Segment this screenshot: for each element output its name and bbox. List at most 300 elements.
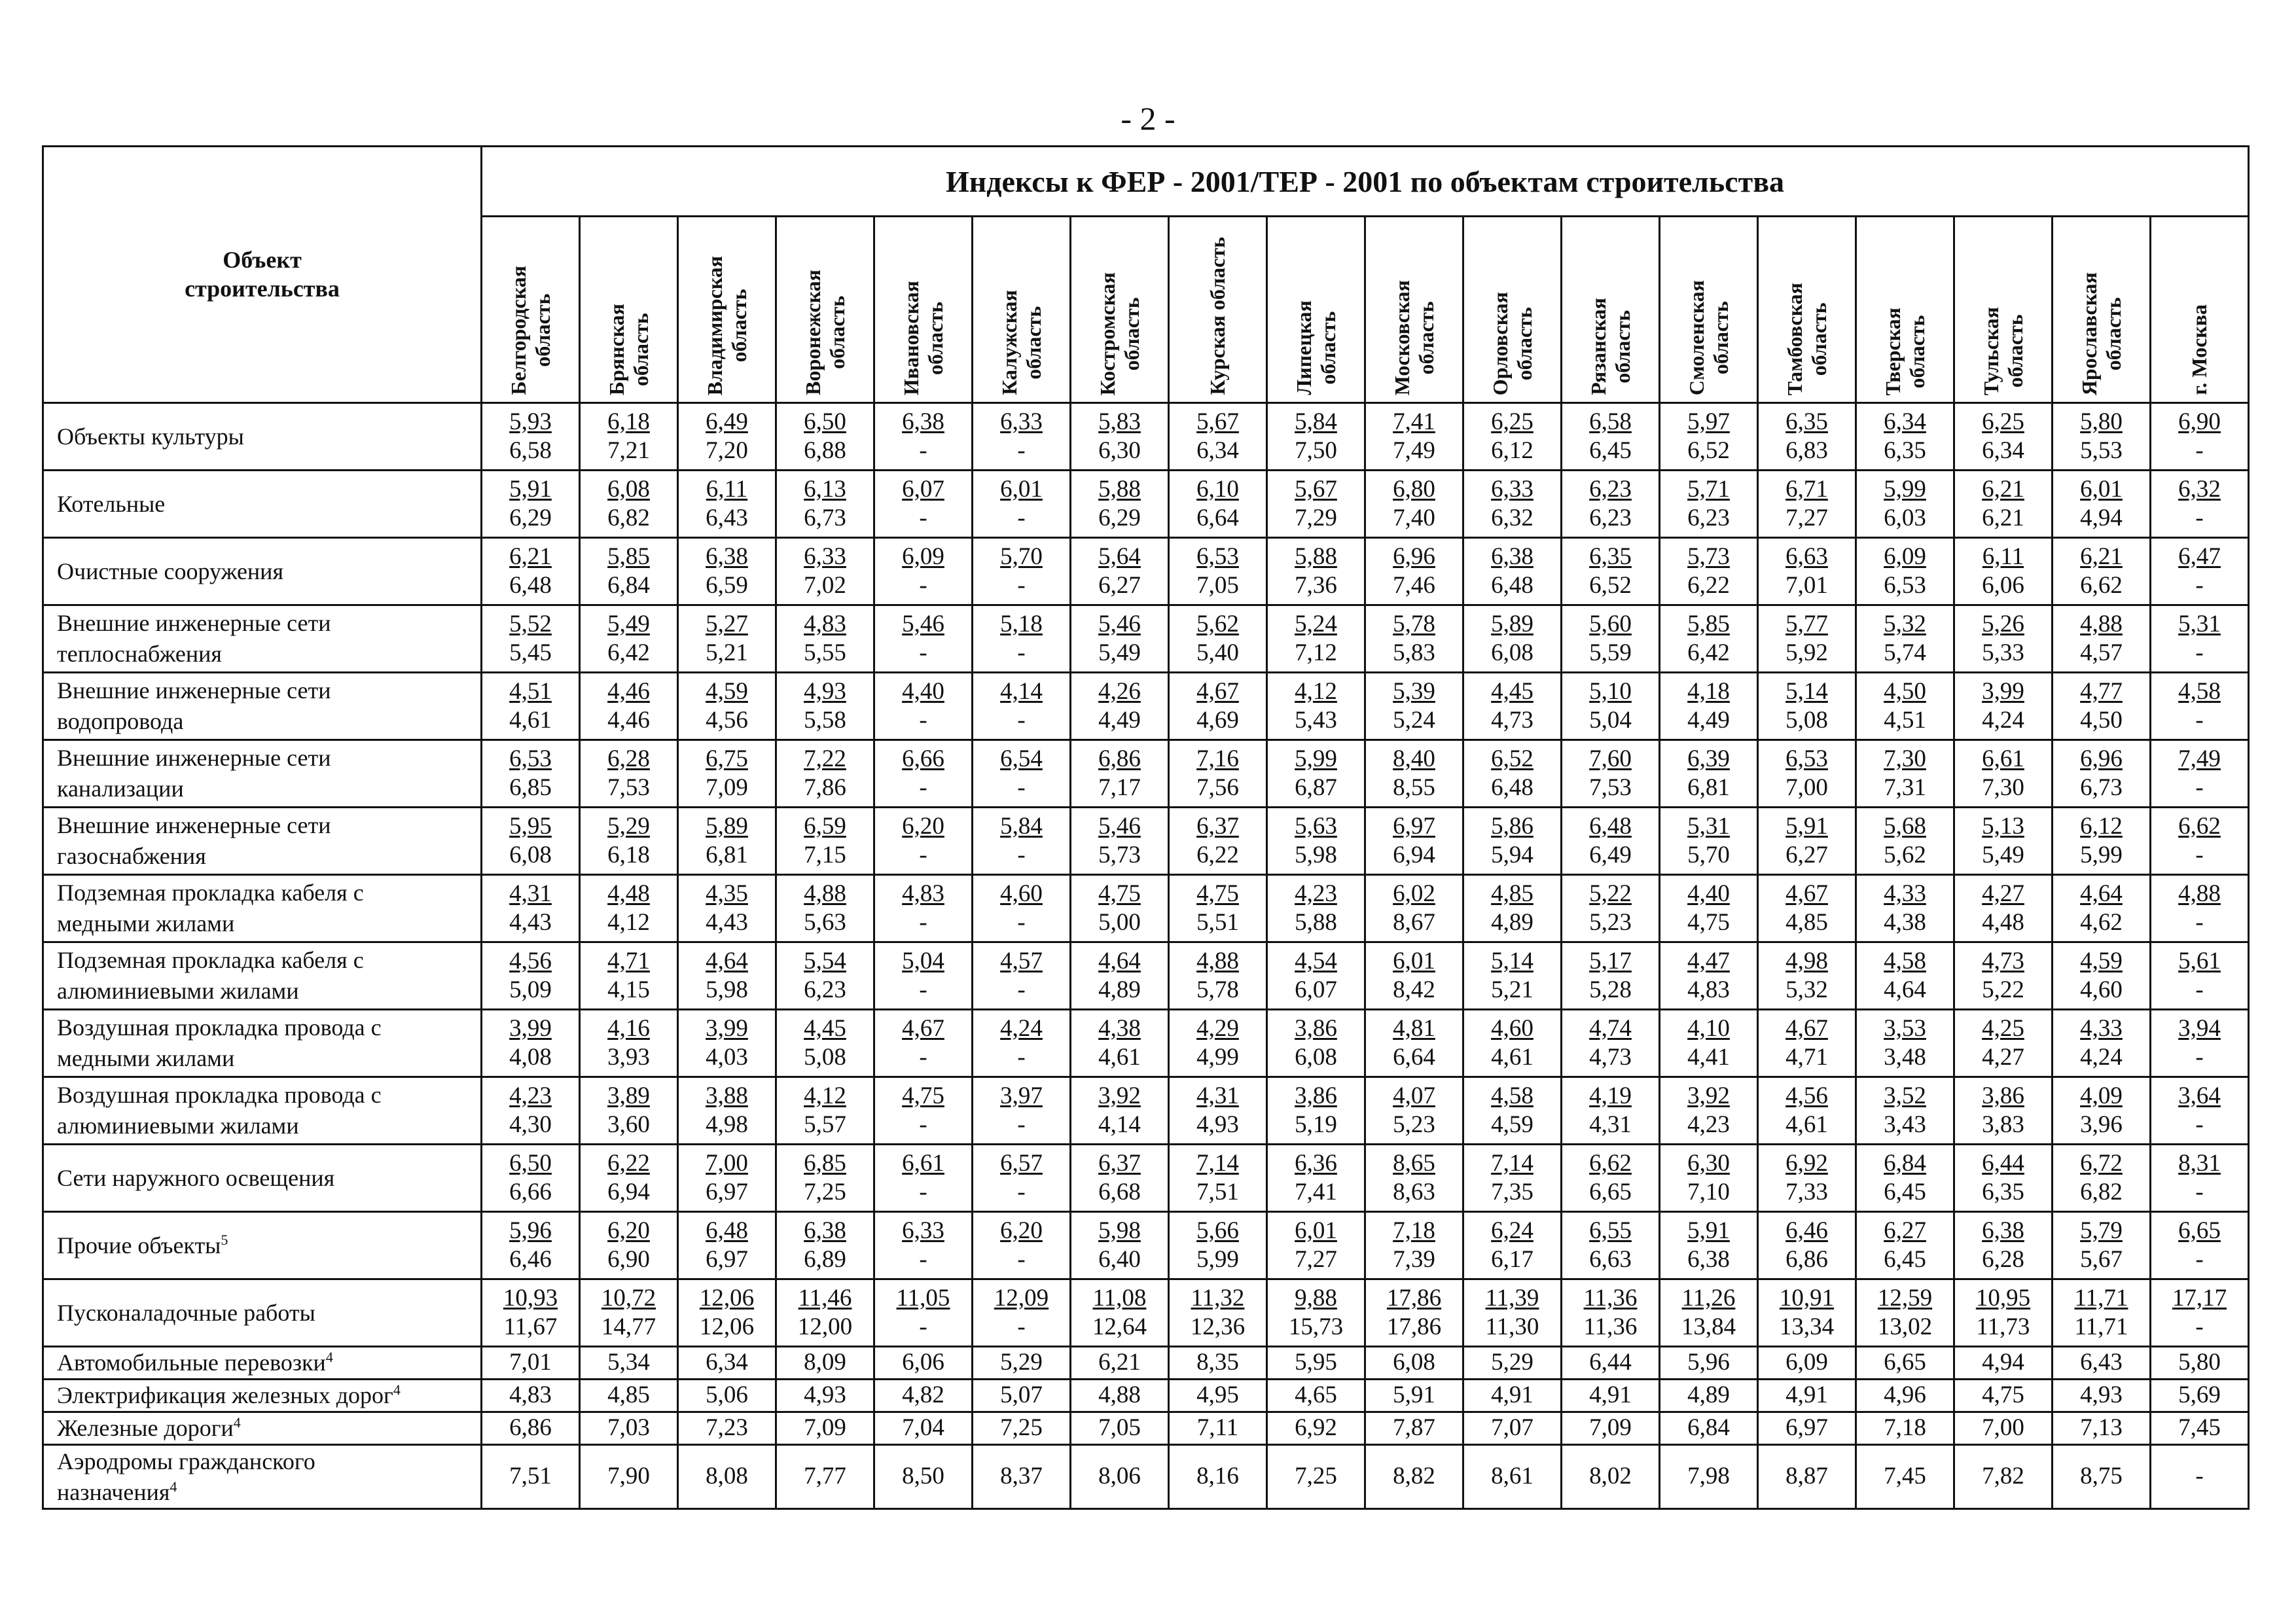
fer-value: 6,20 bbox=[902, 812, 944, 840]
index-cell bbox=[678, 538, 776, 605]
fer-value: 5,31 bbox=[1687, 812, 1730, 840]
fer-value: 5,88 bbox=[1295, 543, 1337, 570]
ter-value: 7,53 bbox=[607, 774, 650, 801]
fer-value: 11,08 bbox=[1092, 1284, 1147, 1311]
fer-value: 4,98 bbox=[1785, 947, 1828, 974]
index-cell bbox=[1856, 605, 1954, 673]
index-cell bbox=[1169, 1212, 1267, 1279]
fer-value: 6,48 bbox=[706, 1217, 748, 1244]
fer-value: 6,37 bbox=[1196, 812, 1239, 840]
index-cell bbox=[1267, 1077, 1365, 1145]
index-cell: 5,80 bbox=[2151, 1347, 2249, 1380]
ter-value: 4,61 bbox=[1098, 1044, 1141, 1071]
index-cell bbox=[1267, 605, 1365, 673]
ter-value: 6,43 bbox=[706, 505, 748, 531]
fer-value: 7,41 bbox=[1393, 408, 1435, 435]
index-cell bbox=[1758, 875, 1856, 942]
ter-value: 7,33 bbox=[1785, 1179, 1828, 1205]
index-cell bbox=[482, 875, 580, 942]
index-cell bbox=[776, 1145, 874, 1212]
index-cell bbox=[580, 740, 678, 808]
fer-value: 6,20 bbox=[1000, 1217, 1043, 1244]
fer-value: 3,86 bbox=[1295, 1014, 1337, 1042]
index-cell: 8,35 bbox=[1169, 1347, 1267, 1380]
fer-value: 4,50 bbox=[1884, 677, 1926, 705]
index-cell bbox=[776, 605, 874, 673]
index-cell bbox=[1660, 471, 1758, 538]
ter-value: 6,22 bbox=[1687, 572, 1730, 599]
ter-value: 6,48 bbox=[1491, 774, 1534, 801]
table-row bbox=[43, 942, 2249, 1010]
ter-value: 6,85 bbox=[509, 774, 552, 801]
ter-value: 5,40 bbox=[1196, 639, 1239, 666]
ter-value: 7,20 bbox=[706, 437, 748, 464]
ter-value: - bbox=[2195, 1044, 2204, 1071]
ter-value: 5,49 bbox=[1098, 639, 1141, 666]
ter-value: - bbox=[1017, 707, 1026, 734]
ter-value: 6,34 bbox=[1982, 437, 2024, 464]
fer-value: 4,47 bbox=[1687, 947, 1730, 974]
fer-value: 5,86 bbox=[1491, 812, 1534, 840]
index-cell bbox=[1856, 1077, 1954, 1145]
index-cell bbox=[1267, 875, 1365, 942]
index-cell bbox=[678, 1010, 776, 1077]
index-cell bbox=[1267, 808, 1365, 875]
ter-value: 4,38 bbox=[1884, 909, 1926, 936]
fer-value: 6,33 bbox=[902, 1217, 944, 1244]
ter-value: 17,86 bbox=[1386, 1313, 1442, 1340]
ter-value: 6,82 bbox=[607, 505, 650, 531]
index-cell: 7,11 bbox=[1169, 1412, 1267, 1445]
index-cell: 6,06 bbox=[874, 1347, 973, 1380]
index-cell bbox=[1463, 740, 1562, 808]
fer-value: 10,72 bbox=[601, 1284, 656, 1311]
index-cell bbox=[1071, 403, 1169, 471]
fer-value: 4,59 bbox=[706, 677, 748, 705]
fer-value: 6,11 bbox=[706, 475, 748, 503]
index-cell: 8,37 bbox=[973, 1445, 1071, 1509]
index-cell bbox=[2053, 1077, 2151, 1145]
ter-value: 4,73 bbox=[1491, 707, 1534, 734]
fer-value: 4,75 bbox=[902, 1082, 944, 1109]
index-cell bbox=[580, 942, 678, 1010]
index-cell: 7,90 bbox=[580, 1445, 678, 1509]
index-cell bbox=[1169, 605, 1267, 673]
ter-value: 7,15 bbox=[804, 842, 846, 868]
ter-value: 5,33 bbox=[1982, 639, 2024, 666]
index-cell bbox=[1267, 942, 1365, 1010]
ter-value: 5,70 bbox=[1687, 842, 1730, 868]
fer-value: 6,37 bbox=[1098, 1149, 1141, 1177]
fer-value: 6,08 bbox=[607, 475, 650, 503]
fer-value: 4,31 bbox=[1196, 1082, 1239, 1109]
ter-value: 4,99 bbox=[1196, 1044, 1239, 1071]
ter-value: - bbox=[2195, 1111, 2204, 1138]
region-label: Костромская область bbox=[1095, 272, 1143, 395]
ter-value: - bbox=[919, 1044, 927, 1071]
index-cell bbox=[1758, 740, 1856, 808]
fer-value: 6,11 bbox=[1982, 543, 2024, 570]
index-cell: 8,87 bbox=[1758, 1445, 1856, 1509]
fer-value: 4,60 bbox=[1000, 880, 1043, 907]
ter-value: 4,59 bbox=[1491, 1111, 1534, 1138]
ter-value: - bbox=[919, 842, 927, 868]
ter-value: - bbox=[919, 1179, 927, 1205]
ter-value: 5,98 bbox=[1295, 842, 1337, 868]
index-cell bbox=[1463, 808, 1562, 875]
ter-value: 11,30 bbox=[1485, 1313, 1539, 1340]
fer-value: 6,21 bbox=[509, 543, 552, 570]
fer-value: 6,21 bbox=[1982, 475, 2024, 503]
fer-value: 4,16 bbox=[607, 1014, 650, 1042]
fer-value: 5,49 bbox=[607, 610, 650, 637]
index-cell bbox=[973, 1077, 1071, 1145]
fer-value: 4,07 bbox=[1393, 1082, 1435, 1109]
ter-value: 6,23 bbox=[804, 976, 846, 1003]
fer-value: 6,66 bbox=[902, 745, 944, 772]
index-cell bbox=[776, 538, 874, 605]
fer-value: 5,52 bbox=[509, 610, 552, 637]
ter-value: 4,49 bbox=[1098, 707, 1141, 734]
object-name: Очистные сооружения bbox=[43, 538, 482, 605]
ter-value: 6,73 bbox=[2080, 774, 2123, 801]
fer-value: 5,91 bbox=[1687, 1217, 1730, 1244]
object-name: Железные дороги$^4$ bbox=[43, 1412, 482, 1445]
index-cell bbox=[874, 1279, 973, 1347]
ter-value: 7,27 bbox=[1785, 505, 1828, 531]
ter-value: - bbox=[1017, 842, 1026, 868]
fer-value: 5,77 bbox=[1785, 610, 1828, 637]
fer-value: 3,92 bbox=[1687, 1082, 1730, 1109]
region-header bbox=[874, 217, 973, 403]
index-cell bbox=[776, 1212, 874, 1279]
object-name: Внешние инженерные сети теплоснабжения bbox=[43, 605, 482, 673]
region-label: Белгородская область bbox=[506, 266, 554, 395]
index-cell bbox=[1169, 673, 1267, 740]
index-cell: 7,13 bbox=[2053, 1412, 2151, 1445]
fer-value: 4,88 bbox=[804, 880, 846, 907]
fer-value: 6,02 bbox=[1393, 880, 1435, 907]
index-cell bbox=[1463, 673, 1562, 740]
fer-value: 4,64 bbox=[2080, 880, 2123, 907]
index-cell bbox=[874, 403, 973, 471]
index-cell bbox=[874, 1010, 973, 1077]
index-cell bbox=[1954, 1145, 2053, 1212]
fer-value: 6,07 bbox=[902, 475, 944, 503]
ter-value: 6,03 bbox=[1884, 505, 1926, 531]
index-cell bbox=[1071, 740, 1169, 808]
ter-value: 6,18 bbox=[607, 842, 650, 868]
ter-value: 4,64 bbox=[1884, 976, 1926, 1003]
index-cell bbox=[2053, 403, 2151, 471]
fer-value: 6,22 bbox=[607, 1149, 650, 1177]
index-cell: 5,29 bbox=[1463, 1347, 1562, 1380]
index-cell bbox=[1562, 1212, 1660, 1279]
index-cell bbox=[776, 403, 874, 471]
fer-value: 5,62 bbox=[1196, 610, 1239, 637]
fer-value: 5,89 bbox=[706, 812, 748, 840]
fer-value: 5,13 bbox=[1982, 812, 2024, 840]
ter-value: - bbox=[2195, 572, 2204, 599]
fer-value: 6,86 bbox=[1098, 745, 1141, 772]
index-cell bbox=[1365, 605, 1463, 673]
index-cell: 4,95 bbox=[1169, 1380, 1267, 1412]
ter-value: 4,85 bbox=[1785, 909, 1828, 936]
fer-value: 5,93 bbox=[509, 408, 552, 435]
ter-value: - bbox=[919, 976, 927, 1003]
region-header bbox=[1758, 217, 1856, 403]
fer-value: 5,89 bbox=[1491, 610, 1534, 637]
fer-value: 4,45 bbox=[1491, 677, 1534, 705]
fer-value: 5,22 bbox=[1589, 880, 1632, 907]
index-cell bbox=[482, 471, 580, 538]
ter-value: 7,41 bbox=[1295, 1179, 1337, 1205]
index-cell bbox=[1562, 403, 1660, 471]
object-name: Прочие объекты$^5$ bbox=[43, 1212, 482, 1279]
ter-value: - bbox=[919, 505, 927, 531]
index-cell bbox=[2151, 1212, 2249, 1279]
fer-value: 4,23 bbox=[1295, 880, 1337, 907]
index-cell bbox=[973, 808, 1071, 875]
index-cell: 5,06 bbox=[678, 1380, 776, 1412]
index-cell bbox=[1954, 605, 2053, 673]
fer-value: 5,14 bbox=[1491, 947, 1534, 974]
ter-value: 6,64 bbox=[1393, 1044, 1435, 1071]
ter-value: 6,90 bbox=[607, 1246, 650, 1273]
fer-value: 17,17 bbox=[2172, 1284, 2227, 1311]
ter-value: - bbox=[2195, 976, 2204, 1003]
ter-value: 4,50 bbox=[2080, 707, 2123, 734]
index-cell bbox=[1954, 1077, 2053, 1145]
index-cell bbox=[1856, 1279, 1954, 1347]
fer-value: 6,75 bbox=[706, 745, 748, 772]
ter-value: 4,08 bbox=[509, 1044, 552, 1071]
index-cell bbox=[776, 808, 874, 875]
object-name: Автомобильные перевозки$^4$ bbox=[43, 1347, 482, 1380]
index-cell bbox=[2151, 1145, 2249, 1212]
index-cell bbox=[2151, 673, 2249, 740]
index-cell bbox=[678, 808, 776, 875]
index-cell: 7,05 bbox=[1071, 1412, 1169, 1445]
index-cell bbox=[2151, 403, 2249, 471]
fer-value: 5,46 bbox=[902, 610, 944, 637]
index-cell bbox=[1954, 1010, 2053, 1077]
index-cell bbox=[1856, 1010, 1954, 1077]
ter-value: 6,81 bbox=[706, 842, 748, 868]
index-cell: 7,45 bbox=[1856, 1445, 1954, 1509]
ter-value: 6,48 bbox=[509, 572, 552, 599]
ter-value: 4,94 bbox=[2080, 505, 2123, 531]
ter-value: - bbox=[1017, 639, 1026, 666]
index-cell bbox=[678, 1145, 776, 1212]
ter-value: 4,73 bbox=[1589, 1044, 1632, 1071]
fer-value: 4,27 bbox=[1982, 880, 2024, 907]
ter-value: 6,45 bbox=[1884, 1246, 1926, 1273]
index-cell: 8,50 bbox=[874, 1445, 973, 1509]
ter-value: 6,45 bbox=[1589, 437, 1632, 464]
fer-value: 4,33 bbox=[2080, 1014, 2123, 1042]
region-header bbox=[1071, 217, 1169, 403]
index-cell bbox=[678, 1212, 776, 1279]
fer-value: 6,53 bbox=[1785, 745, 1828, 772]
fer-value: 6,21 bbox=[2080, 543, 2123, 570]
index-cell bbox=[1071, 1077, 1169, 1145]
ter-value: 7,27 bbox=[1295, 1246, 1337, 1273]
fer-value: 4,14 bbox=[1000, 677, 1043, 705]
fer-value: 4,54 bbox=[1295, 947, 1337, 974]
fer-value: 6,84 bbox=[1884, 1149, 1926, 1177]
ter-value: 5,92 bbox=[1785, 639, 1828, 666]
object-name: Аэродромы гражданского назначения$^4$ bbox=[43, 1445, 482, 1509]
index-cell bbox=[678, 673, 776, 740]
index-cell: 8,61 bbox=[1463, 1445, 1562, 1509]
fer-value: 8,40 bbox=[1393, 745, 1435, 772]
object-name: Сети наружного освещения bbox=[43, 1145, 482, 1212]
ter-value: 6,49 bbox=[1589, 842, 1632, 868]
index-cell: 7,25 bbox=[973, 1412, 1071, 1445]
fer-value: 6,27 bbox=[1884, 1217, 1926, 1244]
ter-value: 4,23 bbox=[1687, 1111, 1730, 1138]
fer-value: 5,39 bbox=[1393, 677, 1435, 705]
region-header bbox=[482, 217, 580, 403]
index-cell bbox=[874, 740, 973, 808]
ter-value: 6,42 bbox=[607, 639, 650, 666]
fer-value: 6,25 bbox=[1982, 408, 2024, 435]
fer-value: 4,57 bbox=[1000, 947, 1043, 974]
region-label: Тульская область bbox=[1979, 306, 2027, 395]
fer-value: 6,39 bbox=[1687, 745, 1730, 772]
fer-value: 6,54 bbox=[1000, 745, 1043, 772]
index-cell: 6,08 bbox=[1365, 1347, 1463, 1380]
index-cell bbox=[1660, 808, 1758, 875]
index-cell bbox=[1267, 1279, 1365, 1347]
ter-value: 7,25 bbox=[804, 1179, 846, 1205]
index-cell bbox=[2053, 605, 2151, 673]
index-cell bbox=[973, 605, 1071, 673]
ter-value: 11,67 bbox=[503, 1313, 558, 1340]
ter-value: 5,57 bbox=[804, 1111, 846, 1138]
region-header bbox=[2053, 217, 2151, 403]
ter-value: 6,12 bbox=[1491, 437, 1534, 464]
index-cell bbox=[1267, 403, 1365, 471]
index-cell bbox=[1954, 1279, 2053, 1347]
table-row bbox=[43, 740, 2249, 808]
ter-value: 6,38 bbox=[1687, 1246, 1730, 1273]
index-cell bbox=[874, 875, 973, 942]
fer-value: 5,71 bbox=[1687, 475, 1730, 503]
ter-value: 4,56 bbox=[706, 707, 748, 734]
ter-value: 13,34 bbox=[1779, 1313, 1835, 1340]
index-cell: 7,23 bbox=[678, 1412, 776, 1445]
fer-value: 4,33 bbox=[1884, 880, 1926, 907]
index-cell bbox=[1463, 1279, 1562, 1347]
ter-value: 3,83 bbox=[1982, 1111, 2024, 1138]
index-cell bbox=[776, 942, 874, 1010]
index-cell bbox=[1169, 471, 1267, 538]
fer-value: 6,01 bbox=[1000, 475, 1043, 503]
region-header bbox=[1463, 217, 1562, 403]
index-cell bbox=[1365, 1279, 1463, 1347]
index-cell bbox=[2053, 808, 2151, 875]
index-cell bbox=[1954, 471, 2053, 538]
index-cell bbox=[874, 538, 973, 605]
fer-value: 4,67 bbox=[1785, 880, 1828, 907]
fer-value: 5,83 bbox=[1098, 408, 1141, 435]
fer-value: 5,88 bbox=[1098, 475, 1141, 503]
fer-value: 4,58 bbox=[1491, 1082, 1534, 1109]
fer-value: 3,86 bbox=[1295, 1082, 1337, 1109]
fer-value: 6,10 bbox=[1196, 475, 1239, 503]
index-cell bbox=[1660, 1077, 1758, 1145]
index-cell bbox=[1856, 471, 1954, 538]
ter-value: - bbox=[1017, 572, 1026, 599]
region-label: Смоленская область bbox=[1684, 279, 1732, 395]
index-cell bbox=[776, 1279, 874, 1347]
fer-value: 6,62 bbox=[2178, 812, 2221, 840]
fer-value: 5,99 bbox=[1884, 475, 1926, 503]
region-label: Тверская область bbox=[1880, 307, 1929, 395]
index-cell bbox=[1463, 1212, 1562, 1279]
index-cell bbox=[1463, 471, 1562, 538]
fer-value: 6,38 bbox=[706, 543, 748, 570]
fer-value: 6,38 bbox=[902, 408, 944, 435]
index-cell bbox=[874, 1077, 973, 1145]
ter-value: 4,46 bbox=[607, 707, 650, 734]
ter-value: 7,17 bbox=[1098, 774, 1141, 801]
index-cell bbox=[1660, 1279, 1758, 1347]
ter-value: 6,28 bbox=[1982, 1246, 2024, 1273]
fer-value: 4,19 bbox=[1589, 1082, 1632, 1109]
index-cell bbox=[2053, 673, 2151, 740]
fer-value: 4,31 bbox=[509, 880, 552, 907]
region-label: Ярославская область bbox=[2077, 272, 2125, 395]
index-cell bbox=[1365, 1212, 1463, 1279]
fer-value: 5,64 bbox=[1098, 543, 1141, 570]
ter-value: 5,28 bbox=[1589, 976, 1632, 1003]
fer-value: 6,33 bbox=[804, 543, 846, 570]
ter-value: 5,58 bbox=[804, 707, 846, 734]
index-cell bbox=[1169, 538, 1267, 605]
fer-value: 6,35 bbox=[1785, 408, 1828, 435]
index-cell bbox=[580, 403, 678, 471]
index-cell bbox=[1365, 403, 1463, 471]
index-cell bbox=[1071, 673, 1169, 740]
fer-value: 11,71 bbox=[2074, 1284, 2128, 1311]
index-cell bbox=[1660, 403, 1758, 471]
ter-value: 7,39 bbox=[1393, 1246, 1435, 1273]
index-cell bbox=[678, 942, 776, 1010]
region-header bbox=[1954, 217, 2053, 403]
fer-value: 5,04 bbox=[902, 947, 944, 974]
index-cell: 4,75 bbox=[1954, 1380, 2053, 1412]
index-cell bbox=[1758, 1145, 1856, 1212]
index-cell bbox=[1856, 673, 1954, 740]
ter-value: 5,08 bbox=[1785, 707, 1828, 734]
footnote-marker: 5 bbox=[221, 1231, 228, 1248]
table-row bbox=[43, 1010, 2249, 1077]
fer-value: 12,59 bbox=[1877, 1284, 1933, 1311]
fer-value: 12,06 bbox=[699, 1284, 755, 1311]
fer-value: 11,46 bbox=[798, 1284, 852, 1311]
ter-value: 6,08 bbox=[1491, 639, 1534, 666]
fer-value: 6,24 bbox=[1491, 1217, 1534, 1244]
fer-value: 5,91 bbox=[509, 475, 552, 503]
ter-value: 3,43 bbox=[1884, 1111, 1926, 1138]
ter-value: 4,89 bbox=[1491, 909, 1534, 936]
fer-value: 5,99 bbox=[1295, 745, 1337, 772]
index-cell bbox=[482, 1279, 580, 1347]
fer-value: 4,12 bbox=[1295, 677, 1337, 705]
